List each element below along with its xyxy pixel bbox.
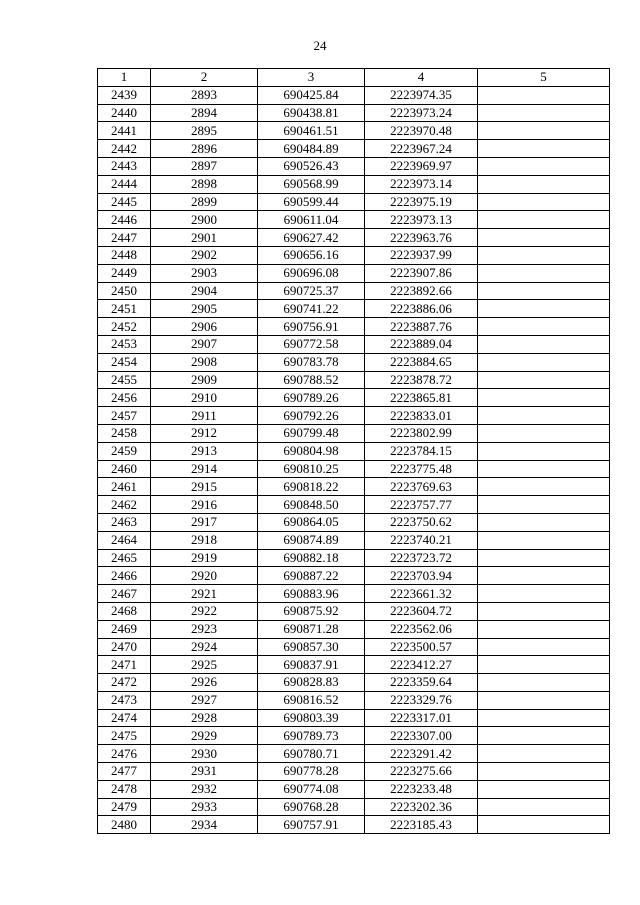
table-row (98, 620, 610, 638)
table-cell: 2458 (98, 424, 151, 442)
table-cell: 2223887.76 (365, 318, 478, 336)
table-cell: 690874.89 (258, 531, 365, 549)
table-row (98, 353, 610, 371)
table-cell: 2223963.76 (365, 229, 478, 247)
table-cell: 2477 (98, 763, 151, 781)
table-cell: 2928 (151, 709, 258, 727)
table-cell: 2456 (98, 389, 151, 407)
table-cell: 2903 (151, 264, 258, 282)
table-cell: 2908 (151, 353, 258, 371)
table-cell: 690828.83 (258, 674, 365, 692)
table-cell: 2922 (151, 602, 258, 620)
table-row (98, 442, 610, 460)
table-cell: 2479 (98, 798, 151, 816)
table-cell (478, 709, 610, 727)
table-cell: 2223233.48 (365, 780, 478, 798)
table-cell (478, 567, 610, 585)
table-cell (478, 585, 610, 603)
table-cell: 690757.91 (258, 816, 365, 834)
table-cell: 690778.28 (258, 763, 365, 781)
table-cell: 2904 (151, 282, 258, 300)
table-cell: 2463 (98, 513, 151, 531)
table-row (98, 246, 610, 264)
table-cell: 2914 (151, 460, 258, 478)
table-cell: 690611.04 (258, 211, 365, 229)
table-row (98, 229, 610, 247)
table-cell (478, 246, 610, 264)
table-cell: 2478 (98, 780, 151, 798)
table-cell: 2223884.65 (365, 353, 478, 371)
table-cell (478, 691, 610, 709)
table-cell: 2906 (151, 318, 258, 336)
table-cell: 690461.51 (258, 122, 365, 140)
table-row (98, 745, 610, 763)
table-cell: 2480 (98, 816, 151, 834)
table-cell (478, 104, 610, 122)
table-cell (478, 816, 610, 834)
table-cell (478, 193, 610, 211)
table-cell: 690438.81 (258, 104, 365, 122)
table-cell: 2223329.76 (365, 691, 478, 709)
table-cell: 2916 (151, 496, 258, 514)
table-cell: 690883.96 (258, 585, 365, 603)
table-cell: 2223975.19 (365, 193, 478, 211)
table-cell: 2913 (151, 442, 258, 460)
table-cell: 2911 (151, 407, 258, 425)
table-row (98, 531, 610, 549)
table-cell: 690627.42 (258, 229, 365, 247)
table-cell: 2440 (98, 104, 151, 122)
table-cell (478, 780, 610, 798)
table-cell (478, 798, 610, 816)
table-row (98, 638, 610, 656)
table-cell (478, 300, 610, 318)
table-row (98, 424, 610, 442)
table-cell: 690484.89 (258, 140, 365, 158)
table-body (98, 69, 610, 834)
table-cell: 2923 (151, 620, 258, 638)
table-row (98, 211, 610, 229)
table-cell (478, 86, 610, 104)
table-cell: 2469 (98, 620, 151, 638)
table-cell: 690696.08 (258, 264, 365, 282)
table-cell (478, 407, 610, 425)
table-cell: 2476 (98, 745, 151, 763)
table-cell: 2446 (98, 211, 151, 229)
table-cell: 690768.28 (258, 798, 365, 816)
table-cell: 690725.37 (258, 282, 365, 300)
table-cell: 2223769.63 (365, 478, 478, 496)
table-cell: 690425.84 (258, 86, 365, 104)
table-cell (478, 460, 610, 478)
table-cell: 2934 (151, 816, 258, 834)
table-cell: 2223740.21 (365, 531, 478, 549)
table-cell: 690526.43 (258, 157, 365, 175)
table-cell: 2223307.00 (365, 727, 478, 745)
table-cell: 2442 (98, 140, 151, 158)
table-cell: 2464 (98, 531, 151, 549)
table-cell: 2910 (151, 389, 258, 407)
table-cell (478, 638, 610, 656)
table-cell: 2896 (151, 140, 258, 158)
table-cell (478, 229, 610, 247)
table-cell: 690568.99 (258, 175, 365, 193)
table-cell (478, 674, 610, 692)
table-cell: 2926 (151, 674, 258, 692)
table-cell (478, 531, 610, 549)
table-cell: 2900 (151, 211, 258, 229)
table-row (98, 318, 610, 336)
table-row (98, 780, 610, 798)
table-cell (478, 353, 610, 371)
table-row (98, 264, 610, 282)
table-cell: 2223973.14 (365, 175, 478, 193)
table-cell: 2460 (98, 460, 151, 478)
table-cell: 2927 (151, 691, 258, 709)
table-cell: 2447 (98, 229, 151, 247)
table-cell: 690741.22 (258, 300, 365, 318)
table-row (98, 104, 610, 122)
table-cell: 2223202.36 (365, 798, 478, 816)
table-cell: 690887.22 (258, 567, 365, 585)
table-cell: 2472 (98, 674, 151, 692)
table-cell: 2909 (151, 371, 258, 389)
table-cell: 690848.50 (258, 496, 365, 514)
table-cell: 2912 (151, 424, 258, 442)
table-row (98, 816, 610, 834)
table-row (98, 460, 610, 478)
table-cell: 2905 (151, 300, 258, 318)
table-cell: 2223291.42 (365, 745, 478, 763)
table-cell: 2465 (98, 549, 151, 567)
table-cell: 2223878.72 (365, 371, 478, 389)
table-cell: 690871.28 (258, 620, 365, 638)
table-cell: 690837.91 (258, 656, 365, 674)
table-cell: 2223802.99 (365, 424, 478, 442)
table-cell: 2915 (151, 478, 258, 496)
table-cell: 690656.16 (258, 246, 365, 264)
table-cell: 2223562.06 (365, 620, 478, 638)
table-cell: 2459 (98, 442, 151, 460)
table-cell: 2461 (98, 478, 151, 496)
column-header: 2 (151, 69, 258, 87)
table-cell: 2475 (98, 727, 151, 745)
table-cell: 2453 (98, 335, 151, 353)
table-cell: 2470 (98, 638, 151, 656)
table-cell: 690864.05 (258, 513, 365, 531)
table-row (98, 157, 610, 175)
page-number: 24 (313, 38, 327, 53)
table-cell: 2933 (151, 798, 258, 816)
table-cell (478, 727, 610, 745)
table-cell: 690810.25 (258, 460, 365, 478)
table-cell: 690803.39 (258, 709, 365, 727)
table-cell: 2223775.48 (365, 460, 478, 478)
table-cell: 2223974.35 (365, 86, 478, 104)
table-cell: 2897 (151, 157, 258, 175)
table-row (98, 407, 610, 425)
table-cell: 2223750.62 (365, 513, 478, 531)
table-cell (478, 496, 610, 514)
table-cell: 2223185.43 (365, 816, 478, 834)
table-cell: 2445 (98, 193, 151, 211)
table-cell: 2223833.01 (365, 407, 478, 425)
table-cell: 2223784.15 (365, 442, 478, 460)
table-cell: 2468 (98, 602, 151, 620)
table-cell: 2223969.97 (365, 157, 478, 175)
table-cell (478, 656, 610, 674)
table-cell: 690804.98 (258, 442, 365, 460)
table-cell: 2223973.13 (365, 211, 478, 229)
table-cell (478, 620, 610, 638)
table-row (98, 175, 610, 193)
table-row (98, 674, 610, 692)
table-cell: 2894 (151, 104, 258, 122)
table-cell: 690818.22 (258, 478, 365, 496)
table-row (98, 709, 610, 727)
table-row (98, 513, 610, 531)
table-cell: 2223723.72 (365, 549, 478, 567)
column-header: 1 (98, 69, 151, 87)
table-cell: 690875.92 (258, 602, 365, 620)
table-row (98, 335, 610, 353)
table-cell: 2223973.24 (365, 104, 478, 122)
table-cell: 690774.08 (258, 780, 365, 798)
table-cell (478, 442, 610, 460)
table-row (98, 567, 610, 585)
table-cell: 2921 (151, 585, 258, 603)
table-cell: 690789.73 (258, 727, 365, 745)
table-cell: 2902 (151, 246, 258, 264)
table-cell: 2223275.66 (365, 763, 478, 781)
table-cell (478, 389, 610, 407)
table-cell: 2223967.24 (365, 140, 478, 158)
column-header: 3 (258, 69, 365, 87)
table-row (98, 602, 610, 620)
table-cell: 2899 (151, 193, 258, 211)
table-row (98, 585, 610, 603)
table-row (98, 656, 610, 674)
table-cell (478, 763, 610, 781)
table-row (98, 478, 610, 496)
table-cell: 2223865.81 (365, 389, 478, 407)
table-cell (478, 745, 610, 763)
table-cell: 690788.52 (258, 371, 365, 389)
table-row (98, 727, 610, 745)
table-row (98, 371, 610, 389)
table-cell: 690882.18 (258, 549, 365, 567)
table-row (98, 86, 610, 104)
table-cell: 2451 (98, 300, 151, 318)
table-cell: 2473 (98, 691, 151, 709)
table-row (98, 763, 610, 781)
table-cell: 2918 (151, 531, 258, 549)
table-cell: 2223970.48 (365, 122, 478, 140)
table-cell: 2462 (98, 496, 151, 514)
table-cell: 2457 (98, 407, 151, 425)
table-cell: 2452 (98, 318, 151, 336)
table-cell (478, 264, 610, 282)
table-cell: 2223500.57 (365, 638, 478, 656)
table-row (98, 496, 610, 514)
table-cell (478, 211, 610, 229)
table-cell: 690783.78 (258, 353, 365, 371)
table-row (98, 193, 610, 211)
table-cell: 2898 (151, 175, 258, 193)
table-cell (478, 140, 610, 158)
header-row (98, 69, 610, 87)
column-header: 5 (478, 69, 610, 87)
table-row (98, 282, 610, 300)
table-cell: 2223907.86 (365, 264, 478, 282)
column-header: 4 (365, 69, 478, 87)
table-cell: 2223886.06 (365, 300, 478, 318)
table-cell: 2931 (151, 763, 258, 781)
table-cell (478, 549, 610, 567)
table-cell: 2920 (151, 567, 258, 585)
table-row (98, 549, 610, 567)
table-cell: 2223661.32 (365, 585, 478, 603)
table-row (98, 691, 610, 709)
table-cell: 2455 (98, 371, 151, 389)
table-row (98, 122, 610, 140)
table-cell: 2467 (98, 585, 151, 603)
table-cell: 2443 (98, 157, 151, 175)
table-cell: 2223757.77 (365, 496, 478, 514)
table-row (98, 140, 610, 158)
table-cell: 2448 (98, 246, 151, 264)
table-cell: 2450 (98, 282, 151, 300)
table-cell: 2929 (151, 727, 258, 745)
table-cell: 690772.58 (258, 335, 365, 353)
table-cell: 2907 (151, 335, 258, 353)
table-cell: 2449 (98, 264, 151, 282)
table-cell: 2223889.04 (365, 335, 478, 353)
table-cell: 690857.30 (258, 638, 365, 656)
table-cell: 2924 (151, 638, 258, 656)
table-cell (478, 157, 610, 175)
table-cell (478, 478, 610, 496)
coordinates-table (97, 68, 610, 834)
table-cell (478, 318, 610, 336)
table-cell: 2454 (98, 353, 151, 371)
table-cell (478, 424, 610, 442)
table-row (98, 389, 610, 407)
table-cell: 2223703.94 (365, 567, 478, 585)
table-cell: 690599.44 (258, 193, 365, 211)
table-cell: 2223604.72 (365, 602, 478, 620)
table-cell: 2439 (98, 86, 151, 104)
table-cell (478, 371, 610, 389)
table-row (98, 300, 610, 318)
table-cell: 2895 (151, 122, 258, 140)
table-row (98, 798, 610, 816)
table-cell: 690799.48 (258, 424, 365, 442)
table-cell: 690792.26 (258, 407, 365, 425)
table-cell (478, 122, 610, 140)
table-cell: 2917 (151, 513, 258, 531)
table-cell: 2474 (98, 709, 151, 727)
table-cell: 2930 (151, 745, 258, 763)
table-cell: 2223317.01 (365, 709, 478, 727)
table-cell: 690756.91 (258, 318, 365, 336)
table-cell: 2444 (98, 175, 151, 193)
table-cell (478, 282, 610, 300)
table-cell (478, 335, 610, 353)
table-cell: 2441 (98, 122, 151, 140)
table-cell (478, 513, 610, 531)
table-cell (478, 602, 610, 620)
table-cell: 2919 (151, 549, 258, 567)
table-cell: 2893 (151, 86, 258, 104)
table-cell (478, 175, 610, 193)
table-cell: 2471 (98, 656, 151, 674)
table-cell: 690816.52 (258, 691, 365, 709)
table-cell: 2466 (98, 567, 151, 585)
table-cell: 2901 (151, 229, 258, 247)
table-cell: 2932 (151, 780, 258, 798)
table-cell: 2223937.99 (365, 246, 478, 264)
table-cell: 2223412.27 (365, 656, 478, 674)
table-cell: 2925 (151, 656, 258, 674)
table-cell: 2223359.64 (365, 674, 478, 692)
table-cell: 690780.71 (258, 745, 365, 763)
table-cell: 690789.26 (258, 389, 365, 407)
table-cell: 2223892.66 (365, 282, 478, 300)
